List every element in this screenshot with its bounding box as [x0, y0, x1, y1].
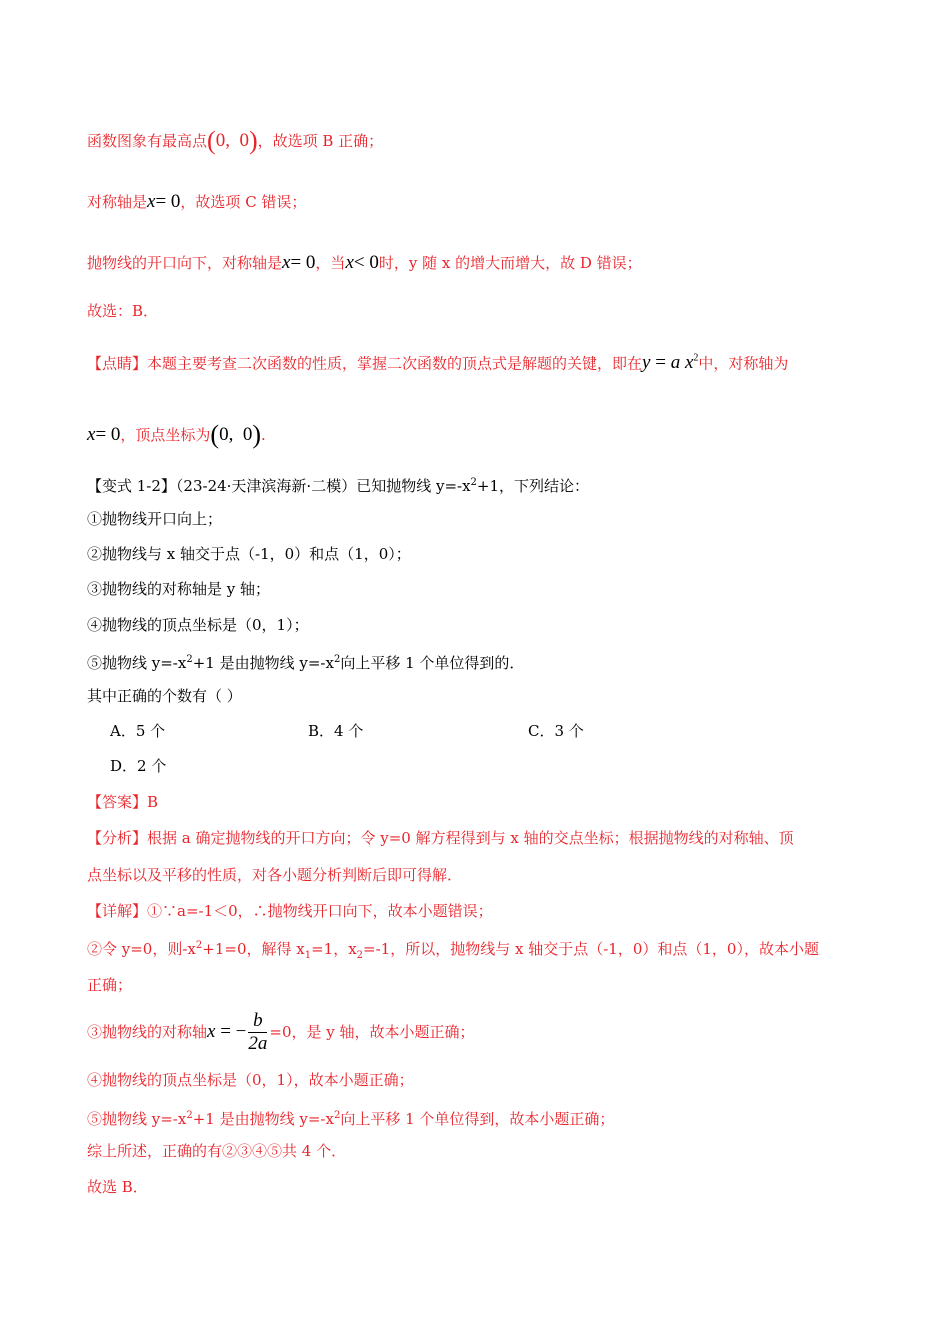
- key-point-text: 中，对称轴为: [698, 354, 789, 373]
- key-point-text: ，顶点坐标为: [120, 426, 211, 444]
- solution-text: ，故选项 C 错误；: [180, 193, 307, 211]
- solution-text: ，故选项 B 正确；: [257, 132, 384, 150]
- key-point-text: 本题主要考查二次函数的性质，掌握二次函数的顶点式是解题的关键，即在: [147, 354, 643, 373]
- equation: x< 0: [345, 252, 379, 273]
- detail-line-1: 【详解】①∵a=-1＜0，∴抛物线开口向下，故本小题错误；: [87, 902, 493, 920]
- question: 其中正确的个数有（ ）: [87, 687, 242, 705]
- solution-text: 抛物线的开口向下，对称轴是: [87, 254, 283, 272]
- solution-text: 对称轴是: [87, 193, 148, 211]
- problem-header: 【变式 1-2】（23-24·天津滨海新·二模）已知抛物线 $y=-x^2+1$，下列结论：: [87, 477, 590, 495]
- detail-line-7: 综上所述，正确的有②③④⑤共 4 个．: [87, 1142, 347, 1160]
- detail-line-5: ④抛物线的顶点坐标是（0，1），故本小题正确；: [87, 1071, 414, 1089]
- solution-line-3: [87, 252, 642, 274]
- detail-tag: 【详解】: [87, 902, 148, 920]
- option-d: D．2 个: [110, 757, 167, 775]
- statement-4: ④抛物线的顶点坐标是（0，1）；: [87, 616, 309, 634]
- solution-text: ，当: [315, 254, 346, 272]
- solution-line-4: 故选：B．: [87, 302, 159, 320]
- axis-formula: x = − $\frac{b}{2a}$: [207, 1010, 268, 1054]
- statement-2: ②抛物线与 x 轴交于点（-1，0）和点（1，0）；: [87, 545, 411, 563]
- formula: y = a $x^2$: [642, 352, 699, 374]
- equation: x= 0: [282, 252, 316, 273]
- option-a: A．5 个: [110, 722, 166, 740]
- statement-5: ⑤抛物线 $y=-x^2+1$ 是由抛物线 $y=-x^2$向上平移 1 个单位得到的．: [87, 654, 525, 672]
- key-point-line-2: x= 0，顶点坐标为(0, 0).: [87, 420, 266, 449]
- option-b: B．4 个: [308, 722, 364, 740]
- detail-line-3: 正确；: [87, 976, 133, 994]
- detail-line-8: 故选 B．: [87, 1178, 148, 1196]
- analysis-line-1: 【分析】根据 a 确定抛物线的开口方向；令 y=0 解方程得到与 x 轴的交点坐标；根据抛物线的对称轴、顶: [87, 829, 794, 847]
- answer-tag: 【答案】: [87, 793, 148, 811]
- vertex-point: (0, 0): [210, 420, 262, 449]
- statement-3: ③抛物线的对称轴是 y 轴；: [87, 580, 271, 598]
- solution-text: 时，y 随 x 的增大而增大，故 D 错误；: [378, 254, 642, 272]
- equation: x= 0: [147, 191, 181, 212]
- solution-line-1: [87, 126, 384, 155]
- analysis-tag: 【分析】: [87, 829, 148, 847]
- statement-1: ①抛物线开口向上；: [87, 510, 223, 528]
- vertex-point: (0, 0): [207, 126, 258, 155]
- option-c: C．3 个: [528, 722, 584, 740]
- equation: x= 0: [87, 424, 121, 445]
- answer-value: B: [147, 793, 159, 811]
- fraction: $\frac{b}{2a}$: [248, 1010, 268, 1054]
- solution-line-2: [87, 191, 306, 213]
- key-point-tag: 【点睛】: [87, 354, 148, 373]
- solution-text: 函数图象有最高点: [87, 132, 208, 150]
- key-point-line-1: [87, 348, 788, 374]
- analysis-line-2: 点坐标以及平移的性质，对各小题分析判断后即可得解．: [87, 866, 463, 884]
- detail-line-4: ③抛物线的对称轴x = − $\frac{b}{2a}$ =0，是 y 轴，故本小题正确；: [87, 1010, 475, 1054]
- detail-line-2: ②令 y=0，则$-x^2+1=0$，解得 $x_1=1$，$x_2=-1$，所以，抛物线与 x 轴交于点（-1，0）和点（1，0），故本小题: [87, 940, 819, 961]
- answer-line: [87, 791, 158, 813]
- detail-line-6: ⑤抛物线 $y=-x^2+1$ 是由抛物线 $y=-x^2$向上平移 1 个单位得到，故本小题正确；: [87, 1110, 615, 1128]
